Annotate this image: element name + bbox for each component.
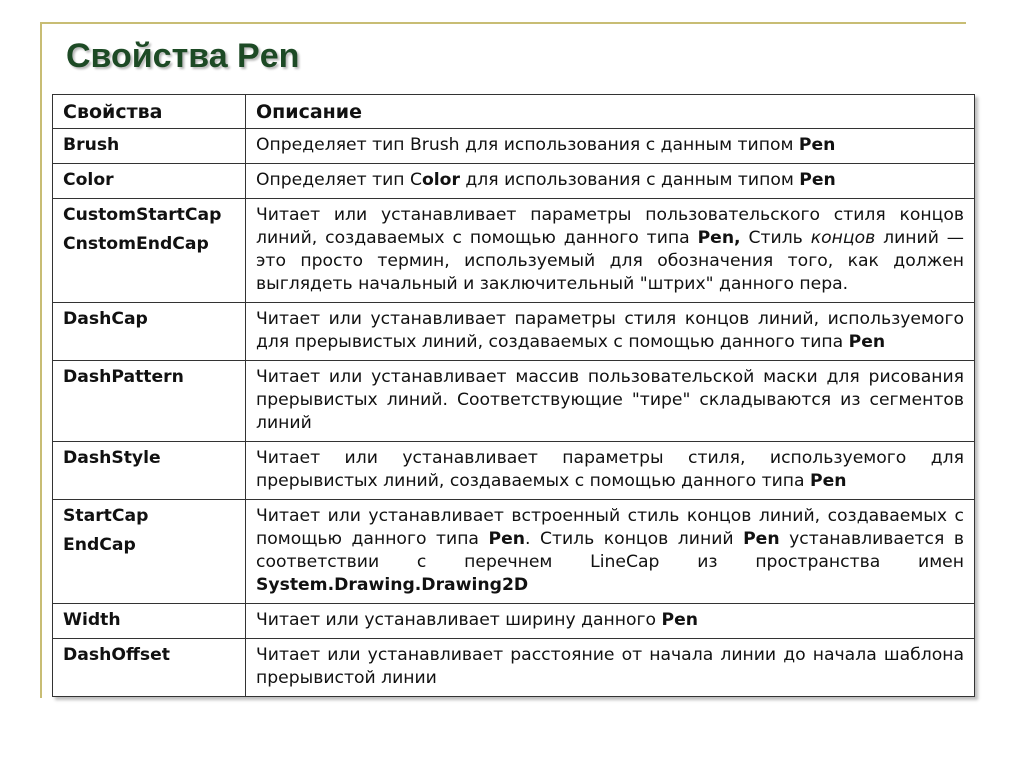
table-row [53,604,975,639]
property-name-cell [53,199,246,303]
property-name: DashPattern [63,367,184,387]
description-text: Читает или устанавливает расстояние от начала линии до начала шаблона прерывистой линии [256,645,964,688]
header-properties: Свойства [53,95,246,129]
property-name: Color [63,170,114,190]
property-description-cell [246,303,975,361]
description-text: Читает или устанавливает ширину данного [256,610,662,630]
table-row [53,199,975,303]
table-header-row [53,95,975,129]
description-text: устанавливается в соответствии с перечнем LineCap из пространства имен [256,529,964,572]
property-name: Width [63,610,121,630]
property-description-cell [246,361,975,442]
table-row [53,129,975,164]
description-keyword: Pen [810,471,847,491]
table-row [53,164,975,199]
description-text: концов [810,228,876,248]
property-name: Brush [63,135,120,155]
description-text: линий — это просто термин, используемый для обозначения того, как должен выглядеть начальный и заключительный "штрих" данного пера. [256,228,964,294]
property-description-cell [246,639,975,697]
property-description-cell [246,442,975,500]
property-name-cell [53,303,246,361]
property-description-cell [246,604,975,639]
table-row [53,442,975,500]
table-row [53,303,975,361]
property-name-cell [53,164,246,199]
table-row [53,361,975,442]
left-divider [40,22,42,698]
description-text: Стиль [740,228,811,248]
slide-title: Свойства Pen [66,37,300,75]
top-divider [40,22,966,24]
description-text: Определяет тип Brush для использования с данным типом [256,135,799,155]
description-text: Читает или устанавливает параметры пользовательского стиля концов линий, создаваемых с помощью данного типа [256,205,964,248]
table-row [53,639,975,697]
description-text: Читает или устанавливает параметры стиля концов линий, используемого для прерывистых линий, создаваемых с помощью данного типа [256,309,964,352]
description-text: Читает или устанавливает встроенный стиль концов линий, создаваемых с помощью данного типа [256,506,964,549]
property-name: EndCap [63,535,136,555]
property-name: DashStyle [63,448,161,468]
description-keyword: Pen [661,610,699,630]
property-name-cell [53,500,246,604]
property-name: CnstomEndCap [63,234,209,254]
description-text: Читает или устанавливает параметры стиля, используемого для прерывистых линий, создаваемых с помощью данного типа [256,448,964,491]
description-keyword: Pen, [697,228,741,248]
table-row [53,500,975,604]
property-description-cell [246,164,975,199]
property-name-cell [53,442,246,500]
property-description-cell [246,199,975,303]
description-text: . Стиль концов линий [525,529,744,549]
property-name-cell [53,604,246,639]
description-keyword: olor [421,170,460,190]
description-keyword: Pen [848,332,886,352]
description-keyword: Pen [799,170,836,190]
header-description: Описание [246,95,975,129]
description-text: Читает или устанавливает массив пользовательской маски для рисования прерывистых линий. Соответствующие "тире" складываются из сегментов линий [256,367,964,433]
property-name-cell [53,639,246,697]
property-name: CustomStartCap [63,205,222,225]
description-keyword: Pen [743,529,780,549]
description-text: для использования с данным типом [459,170,800,190]
property-name: StartCap [63,506,149,526]
property-description-cell [246,129,975,164]
description-text: Определяет тип C [256,170,422,190]
description-keyword: Pen [798,135,836,155]
properties-table [52,94,975,697]
property-name-cell [53,361,246,442]
property-name: DashOffset [63,645,170,665]
description-keyword: System.Drawing.Drawing2D [256,575,529,595]
property-description-cell [246,500,975,604]
description-keyword: Pen [488,529,525,549]
property-name: DashCap [63,309,148,329]
table-body [53,129,975,697]
property-name-cell [53,129,246,164]
